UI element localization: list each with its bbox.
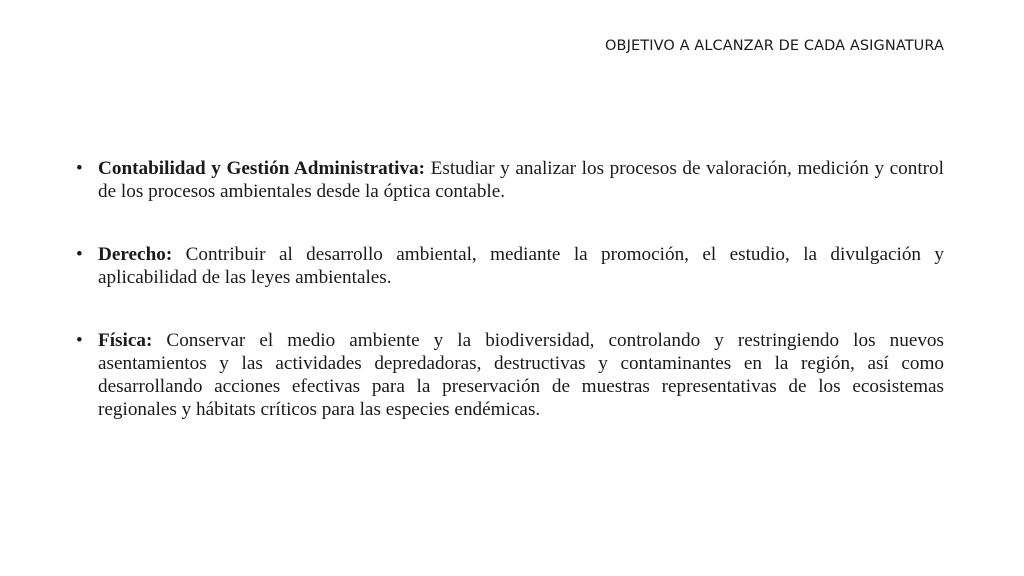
bullet-term: Contabilidad y Gestión Administrativa: bbox=[98, 158, 426, 179]
bullet-text: Contribuir al desarrollo ambiental, mediante la promoción, el estudio, la divulgación y aplicabilidad de las leyes ambientales. bbox=[98, 244, 944, 288]
bullet-term: Física: bbox=[98, 330, 153, 351]
bullet-dot-icon: • bbox=[76, 330, 83, 351]
bullet-list bbox=[76, 157, 944, 421]
bullet-dot-icon: • bbox=[76, 244, 83, 265]
bullet-term: Derecho: bbox=[98, 244, 173, 265]
bullet-item-fisica bbox=[76, 329, 944, 421]
slide-title: OBJETIVO A ALCANZAR DE CADA ASIGNATURA bbox=[605, 38, 944, 54]
bullet-item-contabilidad bbox=[76, 157, 944, 203]
bullet-dot-icon: • bbox=[76, 158, 83, 179]
bullet-text: Conservar el medio ambiente y la biodiversidad, controlando y restringiendo los nuevos asentamientos y las actividades depredadoras, destructivas y contaminantes en la región, así como desarrollando acciones efectivas para la preservación de muestras representativas de los ecosistemas regionales y hábitats críticos para las especies endémicas. bbox=[98, 330, 944, 420]
bullet-item-derecho bbox=[76, 243, 944, 289]
bullet-text: Estudiar y analizar los procesos de valoración, medición y control de los procesos ambientales desde la óptica contable. bbox=[98, 158, 944, 202]
